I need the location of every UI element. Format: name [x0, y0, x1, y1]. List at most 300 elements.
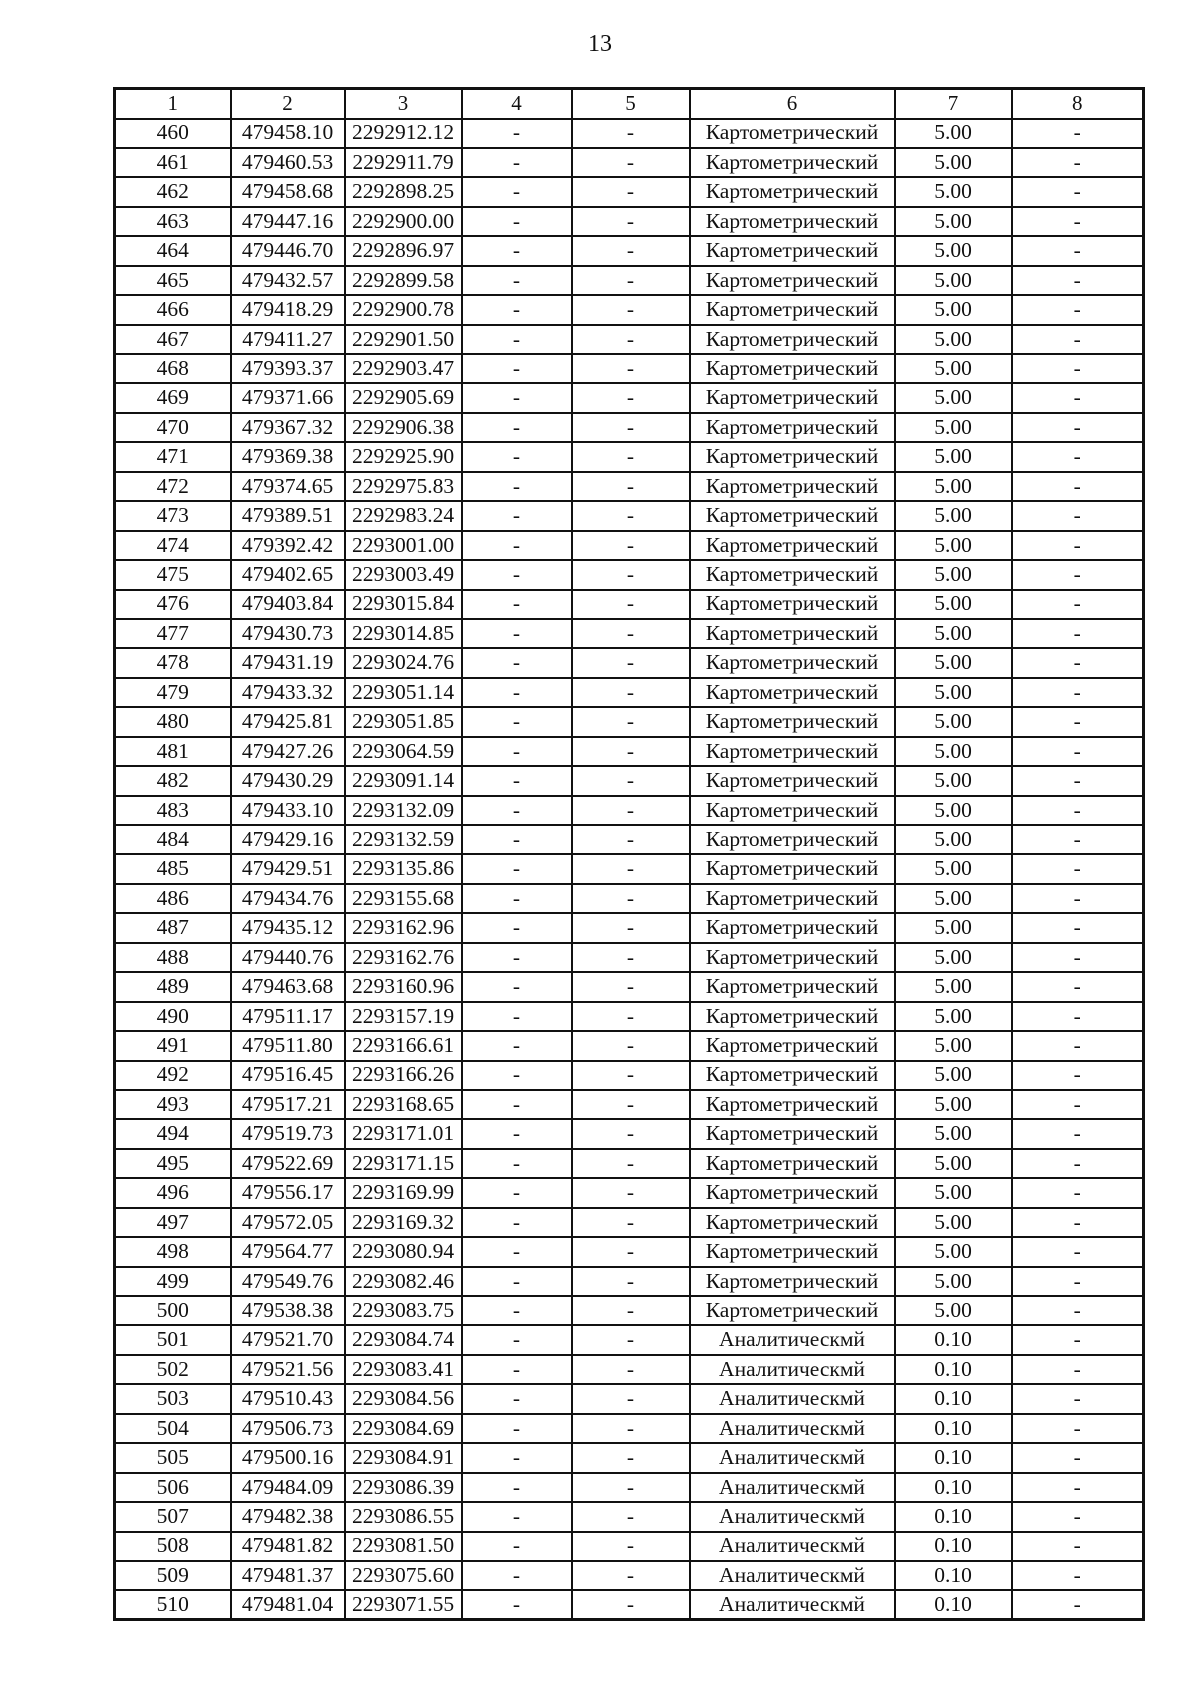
table-cell: 479482.38: [231, 1502, 345, 1531]
table-cell: 5.00: [895, 266, 1012, 295]
table-cell: 2292896.97: [345, 236, 462, 265]
table-cell: -: [572, 678, 690, 707]
table-cell: -: [572, 913, 690, 942]
table-cell: 5.00: [895, 383, 1012, 412]
table-cell: -: [1012, 913, 1144, 942]
table-cell: 479484.09: [231, 1473, 345, 1502]
table-cell: 479431.19: [231, 648, 345, 677]
table-row: [115, 913, 1144, 942]
table-cell: -: [1012, 1502, 1144, 1531]
table-cell: Картометрический: [690, 1208, 895, 1237]
table-cell: 499: [115, 1267, 231, 1296]
table-cell: Картометрический: [690, 619, 895, 648]
table-cell: -: [1012, 1208, 1144, 1237]
table-cell: Аналитическмй: [690, 1355, 895, 1384]
table-cell: 479434.76: [231, 884, 345, 913]
table-cell: -: [462, 1002, 572, 1031]
table-cell: 0.10: [895, 1443, 1012, 1472]
table-cell: 2292905.69: [345, 383, 462, 412]
table-cell: Картометрический: [690, 442, 895, 471]
table-cell: Картометрический: [690, 1119, 895, 1148]
table-row: [115, 1031, 1144, 1060]
table-cell: -: [572, 295, 690, 324]
table-cell: 2292900.00: [345, 207, 462, 236]
table-cell: 5.00: [895, 325, 1012, 354]
table-cell: Аналитическмй: [690, 1590, 895, 1619]
table-cell: 2293051.85: [345, 707, 462, 736]
table-cell: 477: [115, 619, 231, 648]
table-cell: 2292899.58: [345, 266, 462, 295]
table-cell: 5.00: [895, 148, 1012, 177]
table-cell: Картометрический: [690, 383, 895, 412]
table-cell: 5.00: [895, 531, 1012, 560]
table-cell: -: [462, 796, 572, 825]
table-cell: 2292901.50: [345, 325, 462, 354]
table-cell: 479500.16: [231, 1443, 345, 1472]
table-cell: 2293081.50: [345, 1532, 462, 1561]
table-cell: Картометрический: [690, 1267, 895, 1296]
table-cell: -: [572, 1473, 690, 1502]
table-cell: -: [462, 1178, 572, 1207]
table-row: [115, 766, 1144, 795]
table-cell: 2293075.60: [345, 1561, 462, 1590]
table-row: [115, 737, 1144, 766]
table-cell: -: [572, 707, 690, 736]
table-cell: 479371.66: [231, 383, 345, 412]
table-row: [115, 1178, 1144, 1207]
table-cell: 2293160.96: [345, 972, 462, 1001]
table-cell: 510: [115, 1590, 231, 1619]
table-cell: 500: [115, 1296, 231, 1325]
table-cell: 479447.16: [231, 207, 345, 236]
table-cell: 2293086.55: [345, 1502, 462, 1531]
table-row: [115, 1090, 1144, 1119]
table-cell: 5.00: [895, 913, 1012, 942]
table-row: [115, 825, 1144, 854]
table-cell: 2293169.32: [345, 1208, 462, 1237]
table-cell: 464: [115, 236, 231, 265]
table-cell: 479430.73: [231, 619, 345, 648]
table-cell: 5.00: [895, 413, 1012, 442]
table-cell: 479458.10: [231, 119, 345, 148]
table-cell: 475: [115, 560, 231, 589]
table-row: [115, 531, 1144, 560]
table-cell: -: [1012, 325, 1144, 354]
table-cell: 5.00: [895, 707, 1012, 736]
table-body: [115, 119, 1144, 1620]
table-cell: -: [1012, 1002, 1144, 1031]
table-cell: Картометрический: [690, 531, 895, 560]
table-cell: 5.00: [895, 295, 1012, 324]
table-cell: -: [462, 1237, 572, 1266]
table-cell: 479517.21: [231, 1090, 345, 1119]
table-cell: Картометрический: [690, 472, 895, 501]
table-cell: 497: [115, 1208, 231, 1237]
table-cell: -: [572, 1384, 690, 1413]
table-cell: -: [1012, 207, 1144, 236]
table-cell: -: [1012, 1325, 1144, 1354]
table-cell: -: [462, 1208, 572, 1237]
table-row: [115, 1061, 1144, 1090]
table-cell: 486: [115, 884, 231, 913]
table-cell: 2292911.79: [345, 148, 462, 177]
table-cell: 0.10: [895, 1561, 1012, 1590]
table-cell: 479392.42: [231, 531, 345, 560]
table-cell: 490: [115, 1002, 231, 1031]
table-cell: Картометрический: [690, 648, 895, 677]
table-cell: -: [462, 1384, 572, 1413]
table-cell: 2293015.84: [345, 590, 462, 619]
table-cell: -: [572, 354, 690, 383]
table-cell: Аналитическмй: [690, 1414, 895, 1443]
table-cell: 0.10: [895, 1384, 1012, 1413]
table-cell: -: [462, 119, 572, 148]
table-cell: -: [1012, 1384, 1144, 1413]
table-cell: -: [572, 413, 690, 442]
table-cell: 504: [115, 1414, 231, 1443]
table-cell: -: [572, 854, 690, 883]
table-cell: 0.10: [895, 1532, 1012, 1561]
table-cell: 492: [115, 1061, 231, 1090]
table-cell: Картометрический: [690, 972, 895, 1001]
table-cell: 479440.76: [231, 943, 345, 972]
table-row: [115, 678, 1144, 707]
table-row: [115, 354, 1144, 383]
table-row: [115, 1208, 1144, 1237]
table-cell: -: [572, 177, 690, 206]
table-cell: -: [1012, 531, 1144, 560]
table-cell: 2293132.59: [345, 825, 462, 854]
table-cell: 2293051.14: [345, 678, 462, 707]
table-cell: 5.00: [895, 648, 1012, 677]
table-cell: 489: [115, 972, 231, 1001]
table-row: [115, 1119, 1144, 1148]
table-cell: 479519.73: [231, 1119, 345, 1148]
table-cell: 5.00: [895, 472, 1012, 501]
page-number: 13: [588, 31, 612, 57]
table-cell: 502: [115, 1355, 231, 1384]
table-cell: 5.00: [895, 1267, 1012, 1296]
table-cell: 479367.32: [231, 413, 345, 442]
table-cell: -: [462, 1325, 572, 1354]
table-cell: -: [462, 1502, 572, 1531]
table-cell: 5.00: [895, 236, 1012, 265]
table-cell: -: [1012, 1443, 1144, 1472]
table-cell: 479458.68: [231, 177, 345, 206]
table-cell: 479374.65: [231, 472, 345, 501]
table-cell: 476: [115, 590, 231, 619]
table-cell: Картометрический: [690, 501, 895, 530]
table-cell: 2293001.00: [345, 531, 462, 560]
table-cell: 463: [115, 207, 231, 236]
table-cell: 5.00: [895, 1296, 1012, 1325]
table-cell: Картометрический: [690, 325, 895, 354]
table-cell: 496: [115, 1178, 231, 1207]
table-cell: 5.00: [895, 884, 1012, 913]
table-row: [115, 207, 1144, 236]
table-cell: -: [462, 1061, 572, 1090]
table-cell: Картометрический: [690, 737, 895, 766]
table-cell: 498: [115, 1237, 231, 1266]
table-cell: -: [572, 501, 690, 530]
table-cell: -: [462, 1090, 572, 1119]
table-cell: 479516.45: [231, 1061, 345, 1090]
table-cell: -: [1012, 383, 1144, 412]
table-cell: 479506.73: [231, 1414, 345, 1443]
table-cell: -: [572, 1090, 690, 1119]
table-cell: -: [1012, 177, 1144, 206]
table-cell: 5.00: [895, 1119, 1012, 1148]
table-cell: -: [572, 119, 690, 148]
table-row: [115, 1443, 1144, 1472]
table-cell: 466: [115, 295, 231, 324]
table-cell: -: [572, 236, 690, 265]
table-cell: 0.10: [895, 1473, 1012, 1502]
table-cell: 471: [115, 442, 231, 471]
table-cell: -: [1012, 501, 1144, 530]
table-cell: 479425.81: [231, 707, 345, 736]
table-cell: 5.00: [895, 1237, 1012, 1266]
table-row: [115, 1237, 1144, 1266]
table-row: [115, 1384, 1144, 1413]
table-cell: 5.00: [895, 442, 1012, 471]
table-cell: 460: [115, 119, 231, 148]
table-cell: Картометрический: [690, 1031, 895, 1060]
table-cell: -: [462, 1414, 572, 1443]
table-cell: 479564.77: [231, 1237, 345, 1266]
table-cell: 479: [115, 678, 231, 707]
table-cell: 2293171.15: [345, 1149, 462, 1178]
column-header: 5: [572, 89, 690, 119]
table-cell: 2292975.83: [345, 472, 462, 501]
table-cell: 2293084.69: [345, 1414, 462, 1443]
table-cell: Аналитическмй: [690, 1384, 895, 1413]
table-cell: 5.00: [895, 1149, 1012, 1178]
table-cell: -: [572, 560, 690, 589]
table-cell: 2292900.78: [345, 295, 462, 324]
table-cell: -: [1012, 1473, 1144, 1502]
table-cell: 2293166.26: [345, 1061, 462, 1090]
table-cell: -: [462, 472, 572, 501]
table-cell: -: [572, 442, 690, 471]
table-cell: 479522.69: [231, 1149, 345, 1178]
table-cell: -: [572, 325, 690, 354]
table-row: [115, 884, 1144, 913]
table-cell: Картометрический: [690, 177, 895, 206]
table-cell: 5.00: [895, 678, 1012, 707]
table-cell: 479403.84: [231, 590, 345, 619]
table-cell: -: [462, 884, 572, 913]
table-cell: 5.00: [895, 1208, 1012, 1237]
table-cell: -: [462, 1532, 572, 1561]
table-cell: 479510.43: [231, 1384, 345, 1413]
table-cell: Картометрический: [690, 207, 895, 236]
table-cell: 469: [115, 383, 231, 412]
table-cell: 2293166.61: [345, 1031, 462, 1060]
table-cell: 0.10: [895, 1502, 1012, 1531]
table-cell: -: [462, 619, 572, 648]
table-row: [115, 1473, 1144, 1502]
table-cell: 479538.38: [231, 1296, 345, 1325]
table-cell: -: [572, 1237, 690, 1266]
table-cell: -: [1012, 413, 1144, 442]
table-row: [115, 442, 1144, 471]
table-cell: 462: [115, 177, 231, 206]
table-cell: -: [462, 413, 572, 442]
table-cell: -: [572, 1590, 690, 1619]
table-cell: Картометрический: [690, 796, 895, 825]
table-cell: -: [462, 648, 572, 677]
table-cell: -: [1012, 1532, 1144, 1561]
table-row: [115, 560, 1144, 589]
table-cell: -: [1012, 354, 1144, 383]
table-cell: -: [572, 1119, 690, 1148]
table-cell: Картометрический: [690, 1178, 895, 1207]
table-cell: -: [1012, 1061, 1144, 1090]
table-cell: Картометрический: [690, 295, 895, 324]
table-cell: 482: [115, 766, 231, 795]
table-cell: 5.00: [895, 854, 1012, 883]
table-row: [115, 1414, 1144, 1443]
table-cell: 2292912.12: [345, 119, 462, 148]
table-row: [115, 1149, 1144, 1178]
column-header: 2: [231, 89, 345, 119]
table-cell: -: [572, 943, 690, 972]
table-cell: 5.00: [895, 1031, 1012, 1060]
table-cell: -: [572, 648, 690, 677]
table-cell: 479549.76: [231, 1267, 345, 1296]
table-cell: 0.10: [895, 1325, 1012, 1354]
table-cell: 5.00: [895, 560, 1012, 589]
table-cell: 479432.57: [231, 266, 345, 295]
table-cell: 478: [115, 648, 231, 677]
table-cell: Картометрический: [690, 884, 895, 913]
table-cell: -: [462, 590, 572, 619]
table-cell: 2293169.99: [345, 1178, 462, 1207]
table-cell: 2293064.59: [345, 737, 462, 766]
table-cell: -: [1012, 825, 1144, 854]
table-cell: 2292906.38: [345, 413, 462, 442]
table-row: [115, 501, 1144, 530]
table-cell: -: [1012, 943, 1144, 972]
table-cell: -: [1012, 1149, 1144, 1178]
table-cell: -: [462, 325, 572, 354]
table-cell: -: [572, 266, 690, 295]
table-cell: 501: [115, 1325, 231, 1354]
table-cell: 479521.56: [231, 1355, 345, 1384]
table-cell: -: [1012, 972, 1144, 1001]
table-cell: -: [572, 383, 690, 412]
table-cell: -: [1012, 884, 1144, 913]
table-cell: 479418.29: [231, 295, 345, 324]
table-cell: Картометрический: [690, 1149, 895, 1178]
table-cell: -: [572, 825, 690, 854]
table-cell: Картометрический: [690, 413, 895, 442]
table-cell: -: [462, 825, 572, 854]
table-cell: 509: [115, 1561, 231, 1590]
table-cell: 5.00: [895, 796, 1012, 825]
table-cell: 2292925.90: [345, 442, 462, 471]
table-cell: 479402.65: [231, 560, 345, 589]
table-cell: -: [572, 590, 690, 619]
table-cell: 488: [115, 943, 231, 972]
table-row: [115, 707, 1144, 736]
table-cell: 2293171.01: [345, 1119, 462, 1148]
table-cell: -: [462, 1473, 572, 1502]
table-cell: -: [462, 501, 572, 530]
table-cell: -: [462, 148, 572, 177]
table-row: [115, 943, 1144, 972]
table-cell: -: [1012, 1178, 1144, 1207]
table-cell: -: [462, 766, 572, 795]
table-cell: 481: [115, 737, 231, 766]
table-row: [115, 177, 1144, 206]
table-cell: -: [462, 1561, 572, 1590]
table-cell: 5.00: [895, 619, 1012, 648]
table-cell: -: [462, 207, 572, 236]
table-cell: 473: [115, 501, 231, 530]
table-cell: 507: [115, 1502, 231, 1531]
table-row: [115, 648, 1144, 677]
table-cell: -: [572, 1149, 690, 1178]
table-cell: -: [572, 531, 690, 560]
table-cell: Картометрический: [690, 266, 895, 295]
table-cell: 2293132.09: [345, 796, 462, 825]
table-cell: -: [462, 354, 572, 383]
table-cell: -: [1012, 707, 1144, 736]
table-cell: 2293083.75: [345, 1296, 462, 1325]
table-cell: 2293162.96: [345, 913, 462, 942]
table-cell: Картометрический: [690, 236, 895, 265]
table-cell: 2293003.49: [345, 560, 462, 589]
table-cell: -: [462, 737, 572, 766]
table-cell: 2293024.76: [345, 648, 462, 677]
table-row: [115, 295, 1144, 324]
table-cell: Картометрический: [690, 1061, 895, 1090]
table-cell: 485: [115, 854, 231, 883]
table-cell: 479433.32: [231, 678, 345, 707]
table-cell: 479433.10: [231, 796, 345, 825]
table-cell: 468: [115, 354, 231, 383]
table-cell: 484: [115, 825, 231, 854]
table-cell: -: [572, 766, 690, 795]
table-cell: -: [462, 678, 572, 707]
table-cell: 503: [115, 1384, 231, 1413]
table-cell: 5.00: [895, 177, 1012, 206]
table-cell: -: [572, 884, 690, 913]
table-cell: Картометрический: [690, 1002, 895, 1031]
table-cell: 470: [115, 413, 231, 442]
table-cell: Аналитическмй: [690, 1325, 895, 1354]
table-cell: -: [572, 1061, 690, 1090]
table-cell: -: [1012, 236, 1144, 265]
table-cell: 5.00: [895, 119, 1012, 148]
table-cell: Картометрический: [690, 707, 895, 736]
table-cell: -: [572, 1267, 690, 1296]
table-cell: 2293014.85: [345, 619, 462, 648]
table-cell: 2293071.55: [345, 1590, 462, 1619]
table-cell: -: [572, 1355, 690, 1384]
table-cell: -: [572, 1208, 690, 1237]
table-cell: -: [1012, 1237, 1144, 1266]
table-cell: 2293091.14: [345, 766, 462, 795]
table-cell: -: [1012, 442, 1144, 471]
table-cell: -: [1012, 1590, 1144, 1619]
table-cell: 479427.26: [231, 737, 345, 766]
table-row: [115, 119, 1144, 148]
table-cell: -: [462, 1443, 572, 1472]
table-cell: Картометрический: [690, 854, 895, 883]
